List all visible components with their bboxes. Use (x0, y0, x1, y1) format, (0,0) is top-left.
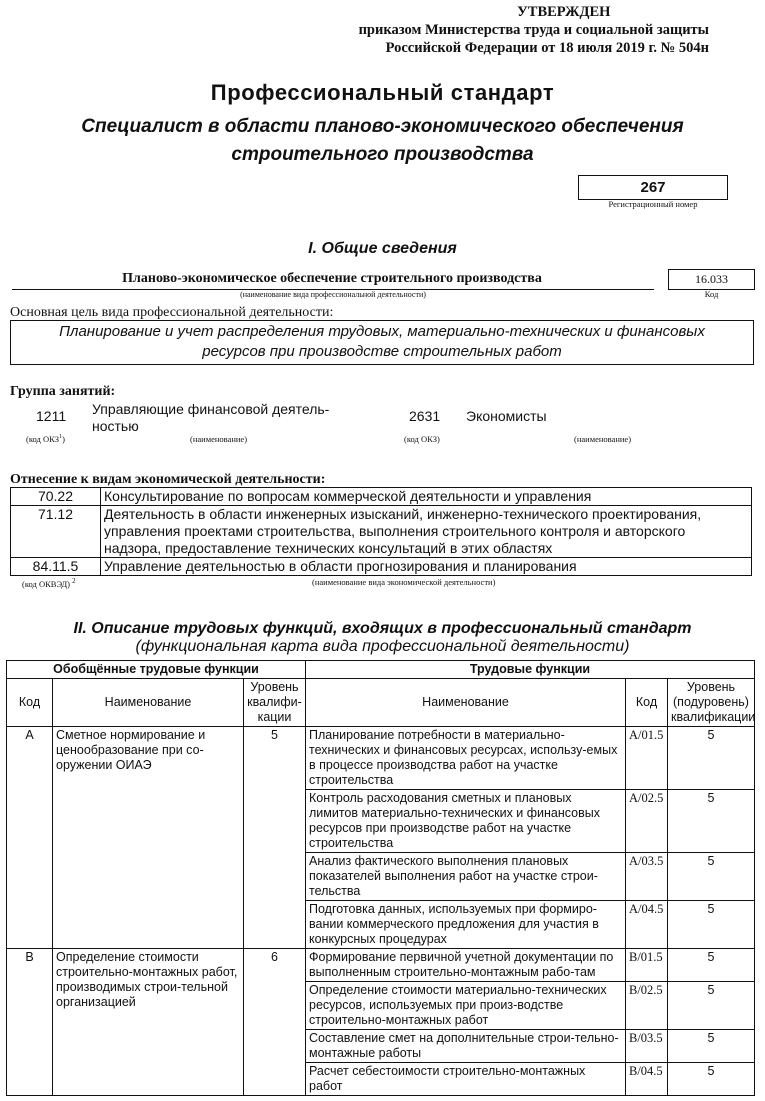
subtitle-line: Специалист в области планово-экономического обеспечения (81, 116, 684, 137)
function-level: 5 (668, 853, 755, 901)
subtitle-line: строительного производства (231, 144, 534, 165)
document-subtitle (0, 113, 765, 169)
goal-label: Основная цель вида профессиональной деятельности: (10, 305, 334, 320)
table-row (7, 949, 755, 982)
okz-code: 1211 (36, 408, 67, 424)
okved-table (10, 487, 752, 576)
function-level: 5 (668, 901, 755, 949)
approval-line: приказом Министерства труда и социальной защиты (358, 22, 709, 38)
column-header: Уровень квалифи-кации (244, 679, 306, 727)
header-functions: Трудовые функции (306, 661, 755, 679)
function-name: Составление смет на дополнительные строи-тельно-монтажные работы (306, 1030, 626, 1063)
approval-block (359, 3, 709, 57)
column-header: Код (7, 679, 53, 727)
okved-line: надзора, предоставление технических консультаций в этих областях (104, 540, 553, 556)
okved-caption: (код ОКВЭД) $^2$ (22, 577, 76, 589)
function-code: B/02.5 (626, 982, 668, 1030)
goal-line: Планирование и учет распределения трудовых, материально-технических и финансовых (59, 323, 705, 340)
section2-title: II. Описание трудовых функций, входящих в профессиональный стандарт (73, 620, 692, 637)
activity-code: 16.033 (668, 269, 755, 290)
table-row (11, 488, 752, 506)
table-header-row (7, 661, 755, 679)
column-header: Наименование (53, 679, 244, 727)
function-code: A/04.5 (626, 901, 668, 949)
function-name: Определение стоимости материально-технических ресурсов, используемых при произ-водстве строительно-монтажных работ (306, 982, 626, 1030)
okved-line: Управление деятельностью в области прогнозирования и планирования (104, 558, 577, 574)
function-code: A/01.5 (626, 727, 668, 790)
group-code: B (7, 949, 53, 1096)
okz-name-line: ностью (92, 418, 139, 434)
document-title: Профессиональный стандарт (210, 80, 555, 105)
group-level: 5 (244, 727, 306, 949)
function-name: Контроль расходования сметных и плановых лимитов материально-технических и финансовых ресурсов при производстве работ на участке строительства (306, 790, 626, 853)
group-code: A (7, 727, 53, 949)
okz-name (92, 401, 329, 435)
function-name: Подготовка данных, используемых при формиро-вании коммерческого предложения для участия в конкурсных процедурах (306, 901, 626, 949)
function-level: 5 (668, 982, 755, 1030)
name-caption: (наименование) (574, 434, 632, 444)
function-name: Анализ фактического выполнения плановых показателей выполнения работ на участке строи-тельства (306, 853, 626, 901)
group-name: Сметное нормирование и ценообразование при со-оружении ОИАЭ (53, 727, 244, 949)
okved-line: Консультирование по вопросам коммерческой деятельности и управления (104, 488, 592, 504)
okz-caption: (код ОКЗ) (404, 434, 440, 444)
registration-label: Регистрационный номер (608, 199, 698, 209)
name-caption: (наименование) (190, 434, 248, 444)
function-name: Планирование потребности в материально-технических и финансовых ресурсах, использу-емых в процессе производства работ на участке строительства (306, 727, 626, 790)
activity-name: Планово-экономическое обеспечение строительного производства (122, 271, 542, 286)
function-level: 5 (668, 1030, 755, 1063)
section1-title: I. Общие сведения (308, 240, 457, 257)
okved-name (101, 558, 752, 576)
group-label: Группа занятий: (10, 384, 116, 399)
group-name: Определение стоимости строительно-монтажных работ, производимых строи-тельной организацией (53, 949, 244, 1096)
function-code: B/03.5 (626, 1030, 668, 1063)
function-code: A/02.5 (626, 790, 668, 853)
functions-table (6, 660, 755, 1096)
group-level: 6 (244, 949, 306, 1096)
okved-code: 71.12 (11, 506, 101, 558)
function-name: Формирование первичной учетной документации по выполненным строительно-монтажным рабо-там (306, 949, 626, 982)
column-header: Наименование (306, 679, 626, 727)
section2-subtitle: (функциональная карта вида профессиональной деятельности) (135, 638, 630, 655)
activity-caption: (наименование вида профессиональной деятельности) (240, 290, 426, 299)
goal-line: ресурсов при производстве строительных работ (202, 343, 562, 360)
okved-code: 70.22 (11, 488, 101, 506)
registration-number: 267 (578, 175, 728, 200)
code-caption: Код (704, 289, 719, 299)
function-level: 5 (668, 1063, 755, 1096)
table-header-row (7, 679, 755, 727)
column-header: Уровень (подуровень) квалификации (668, 679, 755, 727)
okz-code: 2631 (409, 408, 441, 424)
table-row (11, 506, 752, 558)
okved-line: Деятельность в области инженерных изысканий, инженерно-технического проектирования, (104, 506, 702, 522)
okved-name (101, 488, 752, 506)
goal-box (10, 320, 754, 365)
table-row (11, 558, 752, 576)
approval-line: УТВЕРЖДЕН (517, 4, 611, 20)
approval-line: Российской Федерации от 18 июля 2019 г. № 504н (385, 40, 709, 56)
function-code: A/03.5 (626, 853, 668, 901)
function-level: 5 (668, 727, 755, 790)
okved-code: 84.11.5 (11, 558, 101, 576)
okved-name-caption: (наименование вида экономической деятельности) (312, 577, 496, 587)
function-code: B/01.5 (626, 949, 668, 982)
column-header: Код (626, 679, 668, 727)
okved-name (101, 506, 752, 558)
okved-label: Отнесение к видам экономической деятельности: (10, 472, 326, 487)
function-name: Расчет себестоимости строительно-монтажных работ (306, 1063, 626, 1096)
header-generalized: Обобщённые трудовые функции (7, 661, 306, 679)
okz-caption: (код ОКЗ$^1$) (26, 434, 65, 444)
table-row (7, 727, 755, 790)
function-level: 5 (668, 949, 755, 982)
okz-name: Экономисты (466, 408, 547, 424)
function-level: 5 (668, 790, 755, 853)
okved-line: управления проектами строительства, выполнения строительного контроля и авторского (104, 523, 686, 539)
function-code: B/04.5 (626, 1063, 668, 1096)
okz-name-line: Управляющие финансовой деятель- (92, 401, 330, 417)
